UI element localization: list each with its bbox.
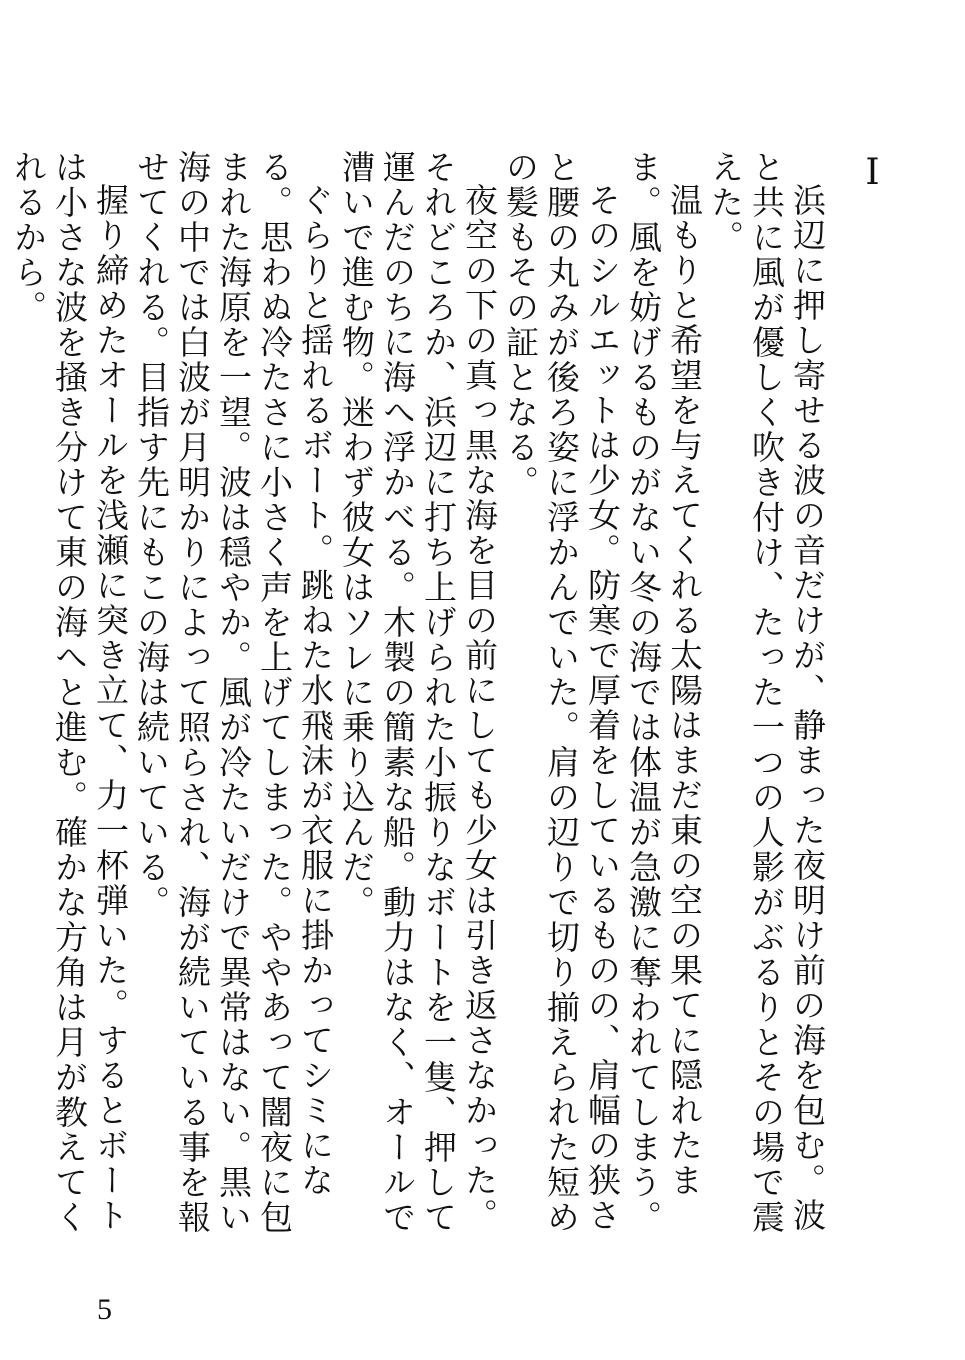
- paragraph-4: 夜空の下の真っ黒な海を目の前にしても少女は引き返さなかった。それどころか、浜辺に打ち上げられた小振りなボートを一隻、押して運んだのちに海へ浮かべる。木製の簡素な船。動力はなく、オールで漕いで進む物。迷わず彼女はソレに乗り込んだ。: [337, 150, 499, 1235]
- paragraph-6: 握り締めたオールを浅瀬に突き立て、力一杯弾いた。するとボートは小さな波を掻き分けて東の海へと進む。確かな方角は月が教えてくれるから。: [9, 150, 130, 1235]
- paragraph-3: そのシルエットは少女。防寒で厚着をしているものの、肩幅の狭さと腰の丸みが後ろ姿に浮かんでいた。肩の辺りで切り揃えられた短めの髪もその証となる。: [501, 150, 622, 1235]
- chapter-heading: I: [852, 152, 893, 195]
- paragraph-5: ぐらりと揺れるボート。跳ねた水飛沫が衣服に掛かってシミになる。思わぬ冷たさに小さく声を上げてしまった。ややあって闇夜に包まれた海原を一望。波は穏やか。風が冷たいだけで異常はない。黒い海の中では白波が月明かりによって照らされ、海が続いている事を報せてくれる。目指す先にもこの海は続いている。: [132, 150, 335, 1235]
- page-number: 5: [97, 1293, 112, 1326]
- paragraph-1: 浜辺に押し寄せる波の音だけが、静まった夜明け前の海を包む。波と共に風が優しく吹き付け、たった一つの人影がぶるりとその場で震えた。: [706, 150, 827, 1235]
- page-body: [8, 150, 893, 1260]
- paragraph-2: 温もりと希望を与えてくれる太陽はまだ東の空の果てに隠れたまま。風を妨げるものがない冬の海では体温が急激に奪われてしまう。: [624, 150, 704, 1235]
